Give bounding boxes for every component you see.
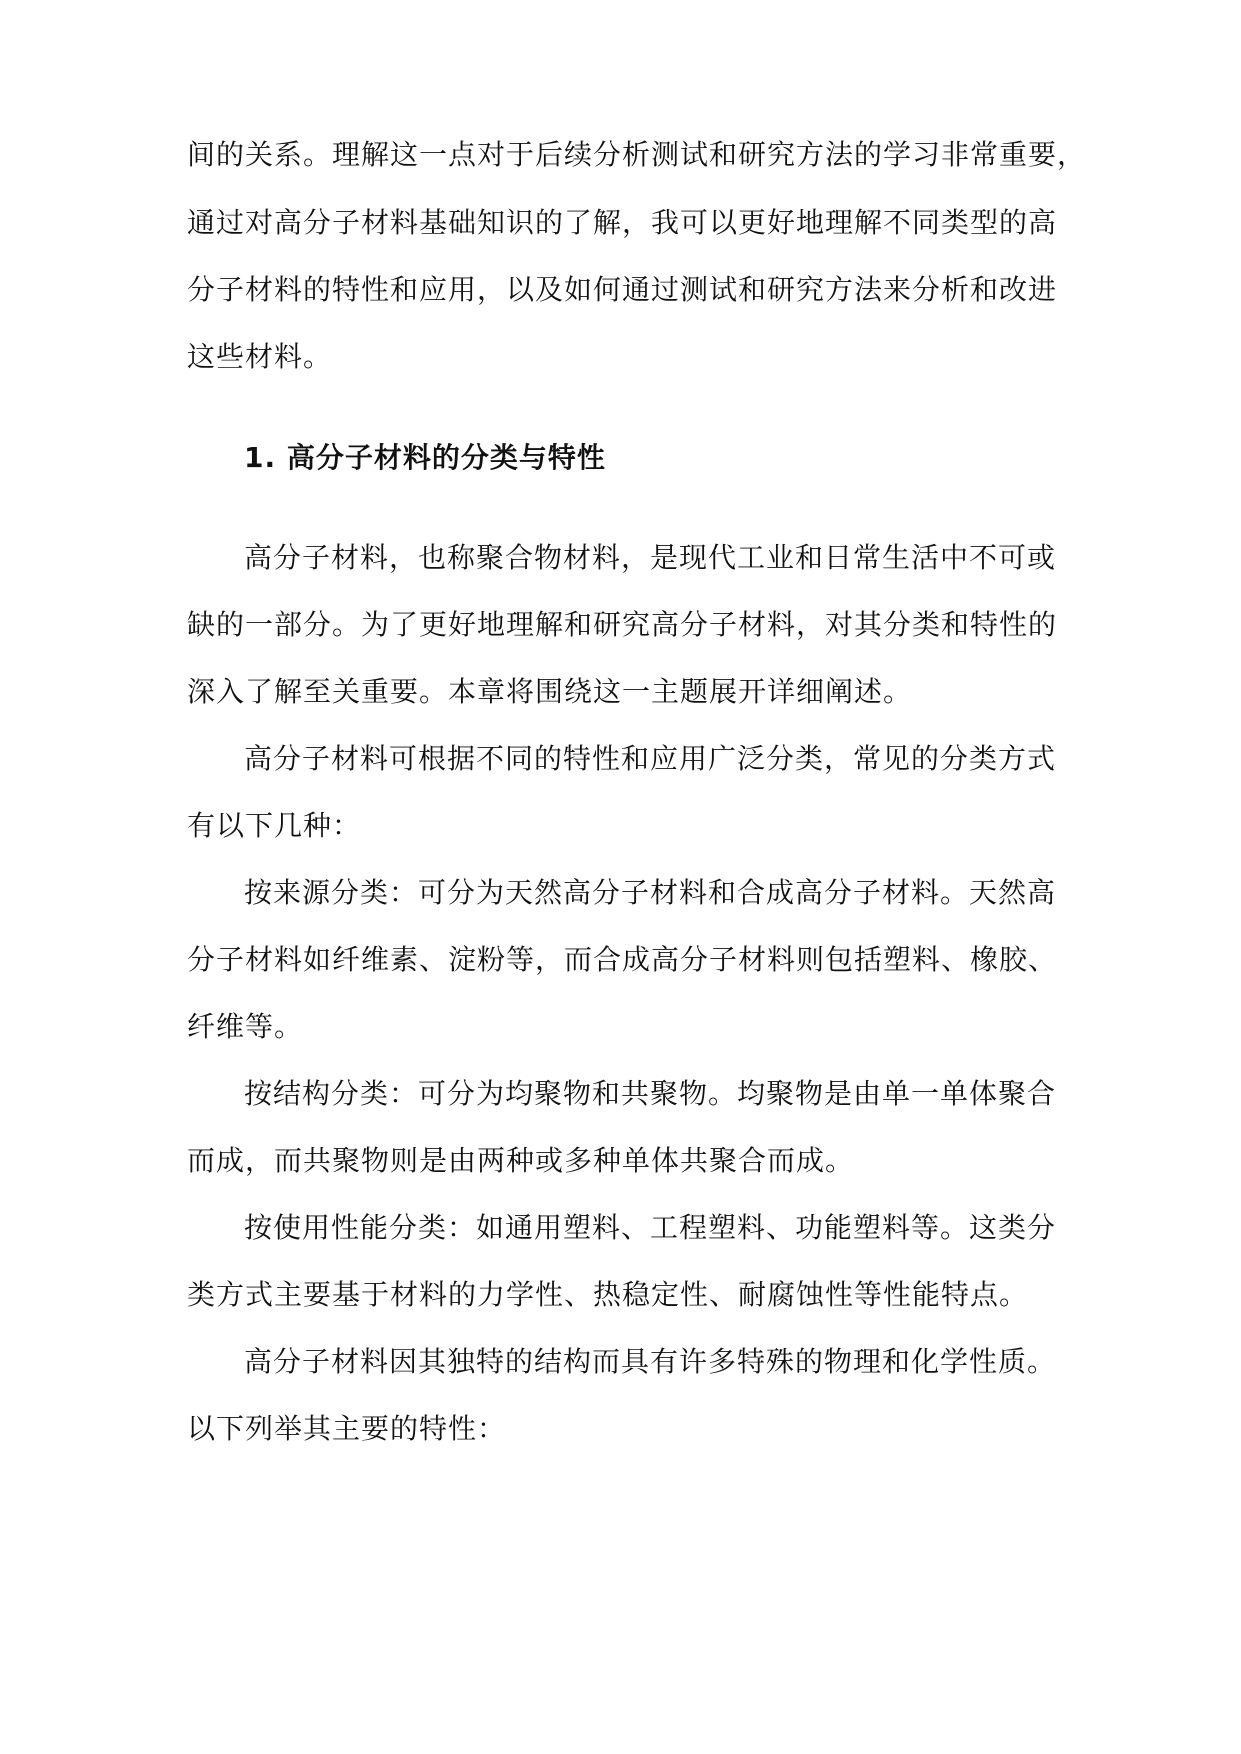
text-line: 纤维等。: [187, 1010, 304, 1043]
text-line: 间的关系。理解这一点对于后续分析测试和研究方法的学习非常重要，: [187, 138, 1087, 171]
text-line: 缺的一部分。为了更好地理解和研究高分子材料，对其分类和特性的: [187, 608, 1058, 641]
text-line: 高分子材料可根据不同的特性和应用广泛分类，常见的分类方式: [244, 742, 1057, 775]
text-line: 按使用性能分类：如通用塑料、工程塑料、功能塑料等。这类分: [244, 1211, 1057, 1244]
text-line: 按结构分类：可分为均聚物和共聚物。均聚物是由单一单体聚合: [244, 1077, 1057, 1110]
text-line: 分子材料如纤维素、淀粉等，而合成高分子材料则包括塑料、橡胶、: [187, 943, 1058, 976]
text-line: 而成，而共聚物则是由两种或多种单体共聚合而成。: [187, 1144, 855, 1177]
text-line: 有以下几种：: [187, 809, 362, 842]
text-line: 这些材料。: [187, 340, 333, 373]
text-line: 深入了解至关重要。本章将围绕这一主题展开详细阐述。: [187, 675, 913, 708]
text-line: 分子材料的特性和应用，以及如何通过测试和研究方法来分析和改进: [187, 273, 1058, 306]
text-line: 以下列举其主要的特性：: [187, 1412, 507, 1445]
text-line: 按来源分类：可分为天然高分子材料和合成高分子材料。天然高: [244, 876, 1057, 909]
text-line: 通过对高分子材料基础知识的了解，我可以更好地理解不同类型的高: [187, 206, 1058, 239]
section-heading: 1. 高分子材料的分类与特性: [244, 441, 606, 474]
text-line: 高分子材料，也称聚合物材料，是现代工业和日常生活中不可或: [244, 541, 1057, 574]
text-line: 高分子材料因其独特的结构而具有许多特殊的物理和化学性质。: [244, 1345, 1057, 1378]
text-line: 类方式主要基于材料的力学性、热稳定性、耐腐蚀性等性能特点。: [187, 1278, 1029, 1311]
